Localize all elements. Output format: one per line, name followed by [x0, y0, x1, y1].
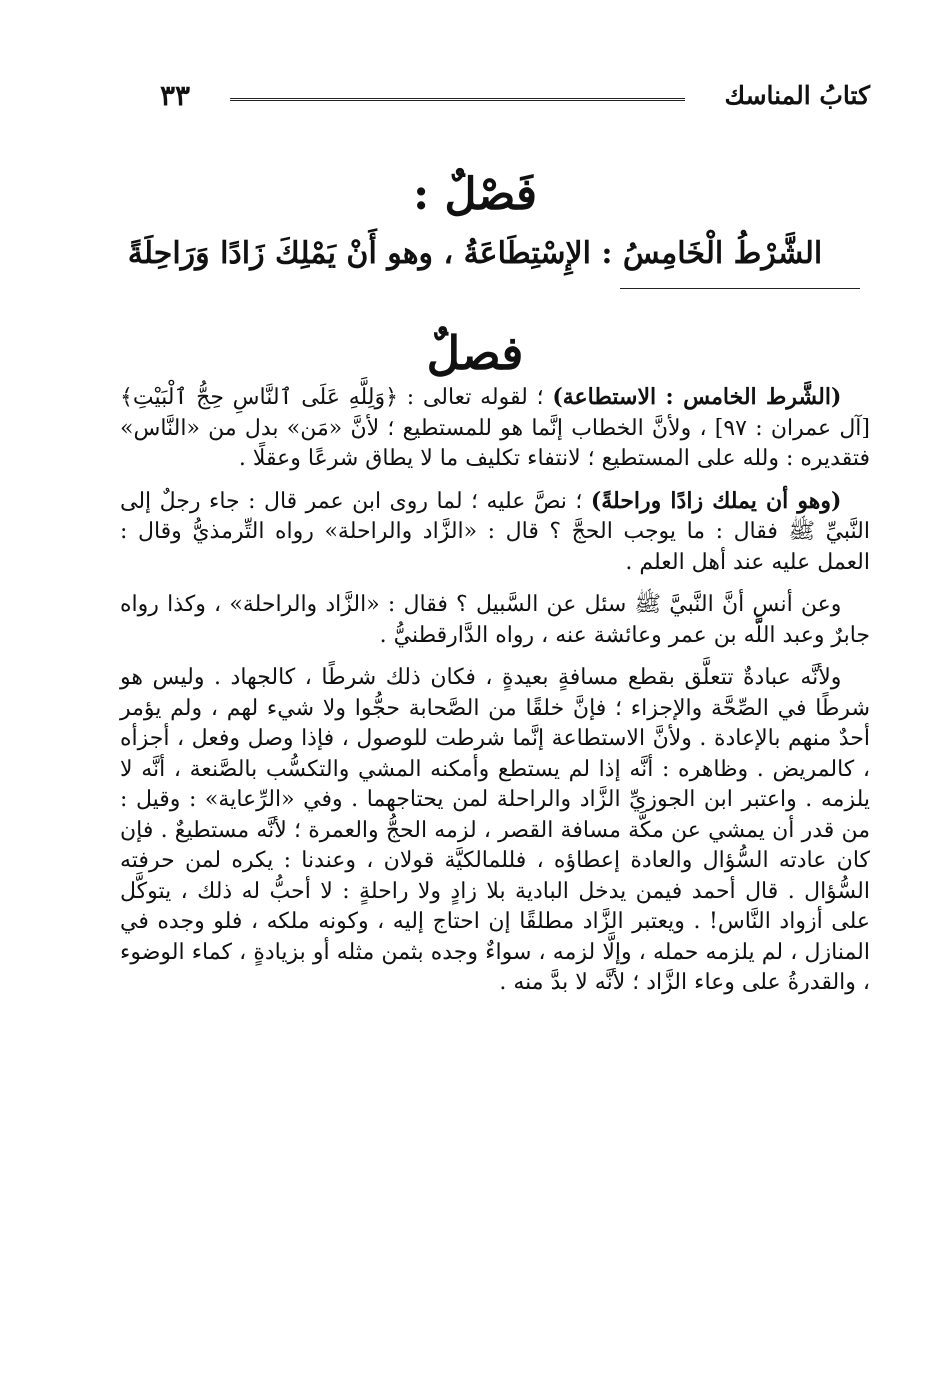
commentary-body [120, 382, 870, 1010]
header-rule [230, 98, 684, 101]
matn-separator-rule [620, 288, 860, 289]
running-header [160, 70, 870, 120]
paragraph [120, 589, 870, 651]
matn-quote: (وهو أن يملك زادًا وراحلةً) [590, 487, 842, 514]
matn-quote: (الشَّرط الخامس : الاستطاعة) [552, 384, 842, 410]
paragraph-text: ؛ نصَّ عليه ؛ لما روى ابن عمر قال : جاء رجلٌ إلى النَّبيِّ ﷺ فقال : ما يوجب الحجَّ ؟ قال : «الزَّاد والراحلة» رواه التِّرمذيُّ وقال : العمل عليه عند أهل العلم . [120, 488, 870, 575]
matn-text: الشَّرْطُ الْخَامِسُ : الإِسْتِطَاعَةُ ، وهو أَنْ يَمْلِكَ زَادًا وَرَاحِلَةً [127, 236, 823, 271]
section-heading-commentary: فصلٌ [426, 326, 524, 380]
page-number: ٣٣ [160, 78, 191, 112]
book-title: كتابُ المناسك [724, 80, 870, 110]
section-heading-matn: فَصْلٌ : [412, 169, 538, 220]
paragraph-text: ولأنَّه عبادةٌ تتعلَّق بقطع مسافةٍ بعيدةٍ ، فكان ذلك شرطًا ، كالجهاد . وليس هو شرطًا في الصِّحَّة والإجزاء ؛ فإنَّ خلقًا من الصَّحابة حجُّوا ولا شيء لهم ، ولم يؤمر أحدٌ منهم بالإعادة . ولأنَّ الاستطاعة إنَّما شرطت للوصول ، فإذا وصل وفعل ، أجزأه ، كالمريض . وظاهره : أنَّه إذا لم يستطع وأمكنه المشي والتكسُّب بالصَّنعة ، أنَّه لا يلزمه . واعتبر ابن الجوزيِّ الزَّاد والراحلة لمن يحتاجهما . وفي «الرِّعاية» : وقيل : من قدر أن يمشي عن مكَّة مسافة القصر ، لزمه الحجُّ والعمرة ؛ لأنَّه مستطيعٌ . فإن كان عادته السُّؤال والعادة إعطاؤه ، فللمالكيَّة قولان ، وعندنا : يكره لمن حرفته السُّؤال . قال أحمد فيمن يدخل البادية بلا زادٍ ولا راحلةٍ : لا أحبُّ له ذلك ، يتوكَّل على أزواد النَّاس! . ويعتبر الزَّاد مطلقًا إن احتاج إليه ، وكونه ملكه ، فلو وجده في المنازل ، لم يلزمه حمله ، وإلَّا لزمه ، سواءٌ وجده بثمن مثله أو بزيادةٍ ، كماء الوضوء ، والقدرةُ على وعاء الزَّاد ؛ لأنَّه لا بدَّ منه . [120, 665, 871, 995]
paragraph [120, 662, 870, 999]
paragraph [120, 486, 870, 579]
paragraph-text: ؛ لقوله تعالى : ﴿وَلِلَّهِ عَلَى ٱلنَّاسِ حِجُّ ٱلْبَيْتِ﴾ [آل عمران : ٩٧] ، ولأنَّ الخطاب إنَّما هو للمستطيع ؛ لأنَّ «مَن» بدل من «النَّاس» فتقديره : ولله على المستطيع ؛ لانتفاء تكليف ما لا يطاق شرعًا وعقلًا . [120, 385, 870, 471]
paragraph [120, 382, 870, 475]
paragraph-text: وعن أنسٍ أنَّ النَّبيَّ ﷺ سئل عن السَّبيل ؟ فقال : «الزَّاد والراحلة» ، وكذا رواه جابرٌ وعبد اللَّه بن عمر وعائشة عنه ، رواه الدَّارقطنيُّ . [120, 592, 870, 648]
